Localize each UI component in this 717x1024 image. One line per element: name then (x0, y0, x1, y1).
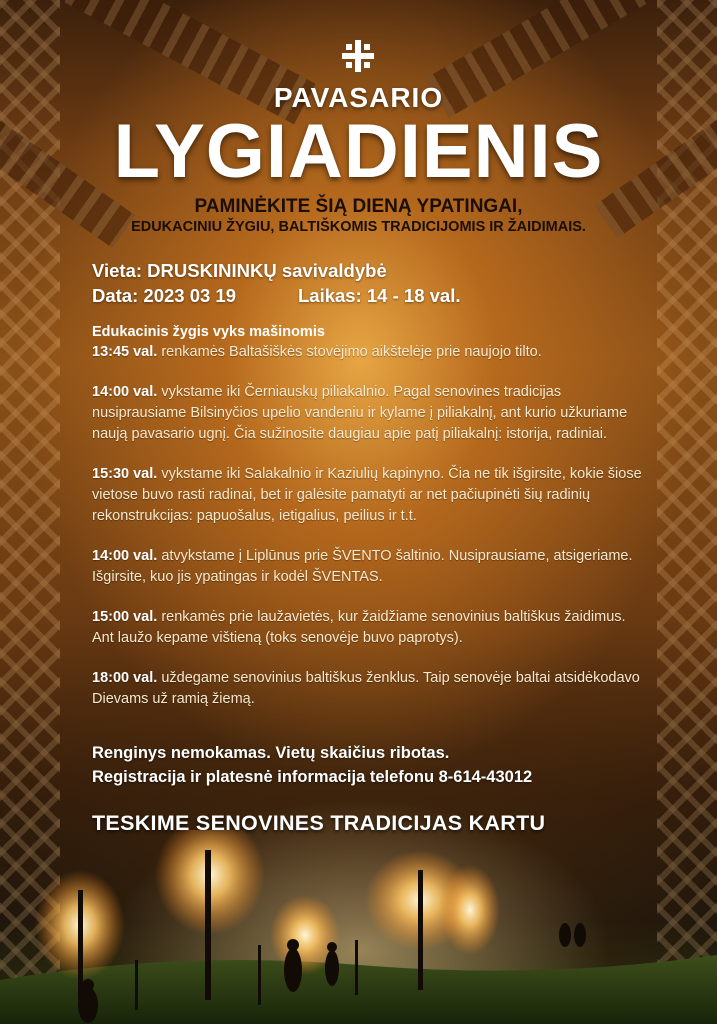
program-entry (92, 342, 647, 363)
entry-time: 15:00 val. (92, 609, 158, 625)
entry-text: vykstame iki Salakalnio ir Kaziulių kapinyno. Čia ne tik išgirsite, kokie šiose vietose buvo rasti radinai, bet ir galėsite pamatyti ar net pačiupinėti šių radinių rekonstrukcijas: papuošalus, ietigalius, peilius ir t.t. (92, 466, 642, 524)
subtitle-line-2: EDUKACINIU ŽYGIU, BALTIŠKOMIS TRADICIJOMIS IR ŽAIDIMAIS. (131, 219, 586, 235)
entry-text: uždegame senovinius baltiškus ženklus. Taip senovėje baltai atsidėkodavo Dievams už ramią žiemą. (92, 670, 640, 707)
slogan: TESKIME SENOVINES TRADICIJAS KARTU (92, 811, 546, 835)
program-entry (92, 668, 647, 710)
baltic-sun-emblem-icon (340, 38, 376, 74)
entry-time: 13:45 val. (92, 344, 158, 360)
program-entry (92, 464, 647, 527)
entry-text: atvykstame į Liplūnus prie ŠVENTO šaltinio. Nusiprausiame, atsigeriame. Išgirsite, kuo jis ypatingas ir kodėl ŠVENTAS. (92, 548, 633, 585)
date-text: Data: 2023 03 19 (92, 285, 236, 306)
entry-time: 18:00 val. (92, 670, 158, 686)
entry-text: renkamės prie laužavietės, kur žaidžiame senovinius baltiškus žaidimus. Ant laužo kepame vištieną (toks senovėje buvo paprotys). (92, 609, 626, 646)
program-section (92, 322, 647, 729)
entry-time: 15:30 val. (92, 466, 158, 482)
program-entry (92, 382, 647, 445)
page-title: LYGIADIENIS (113, 109, 604, 194)
entry-text: renkamės Baltašiškės stovėjimo aikštelėje prie naujojo tilto. (161, 344, 542, 360)
program-heading: Edukacinis žygis vyks mašinomis (92, 324, 325, 340)
entry-text: vykstame iki Černiauskų piliakalnio. Pagal senovines tradicijas nusiprausiame Bilsinyčios upelio vandeniu ir kylame į piliakalnį, ant kurio užkuriame naują pavasario ugnį. Čia sužinosite daugiau apie patį piliakalnį: istorija, radiniai. (92, 384, 628, 442)
time-text: Laikas: 14 - 18 val. (298, 285, 461, 306)
program-entry (92, 546, 647, 588)
entry-time: 14:00 val. (92, 384, 158, 400)
entry-time: 14:00 val. (92, 548, 158, 564)
pre-title: PAVASARIO (273, 82, 444, 113)
program-entry (92, 607, 647, 649)
subtitle-line-1: PAMINĖKITE ŠIĄ DIENĄ YPATINGAI, (194, 196, 523, 217)
venue-text: Vieta: DRUSKININKŲ savivaldybė (92, 260, 387, 281)
registration-note: Registracija ir platesnė informacija telefonu 8-614-43012 (92, 768, 533, 786)
bonfire-scene (0, 830, 717, 1024)
free-entry-note: Renginys nemokamas. Vietų skaičius ribotas. (92, 744, 450, 762)
